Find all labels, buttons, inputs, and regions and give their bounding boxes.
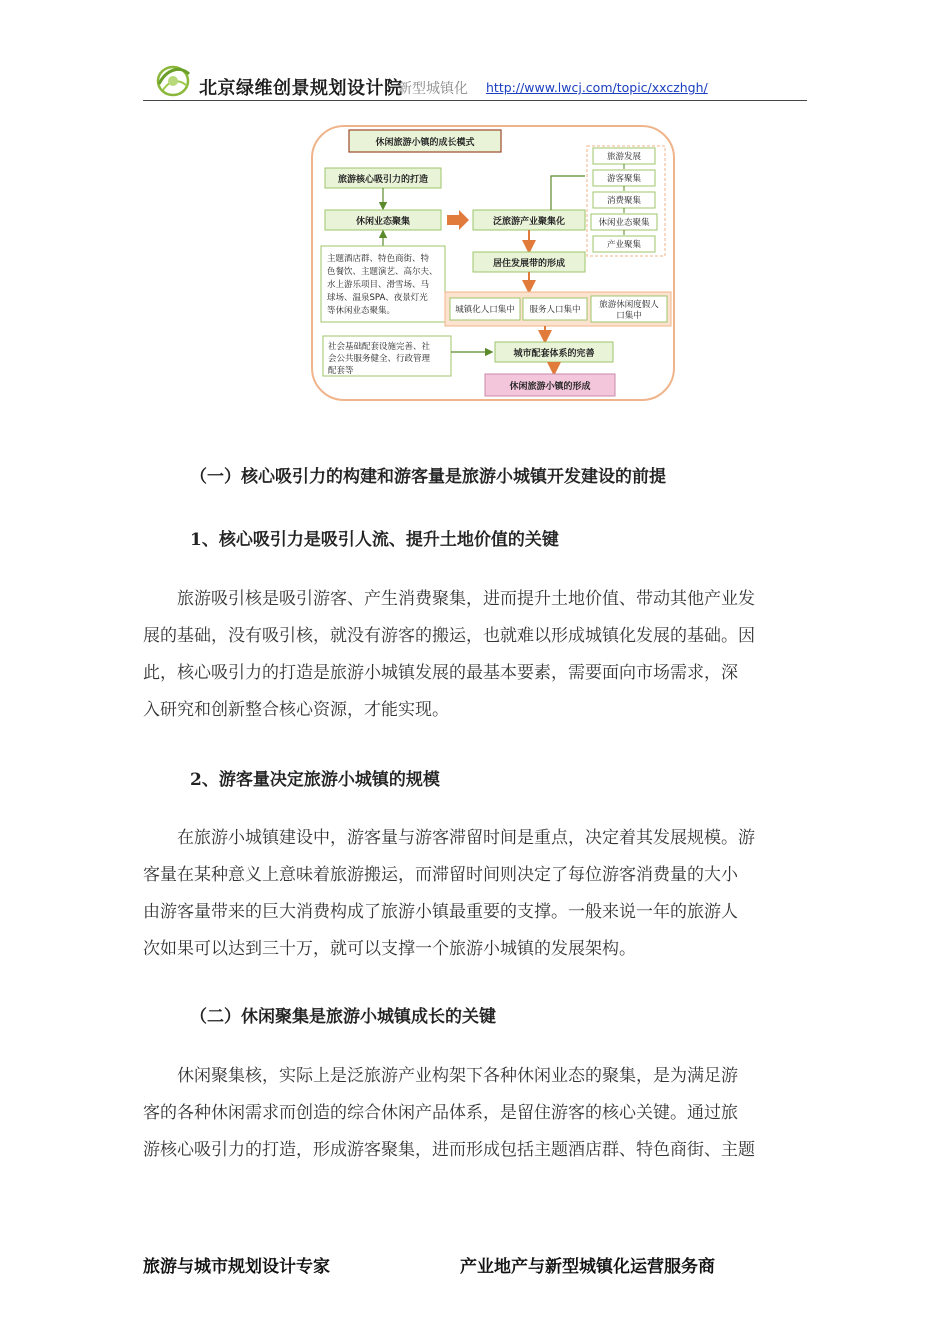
paragraph-line: 次如果可以达到三十万，就可以支撑一个旅游小城镇的发展架构。 — [143, 939, 636, 959]
node-formation: 休闲旅游小镇的形成 — [509, 382, 591, 392]
node-vacation-pop: 口集中 — [616, 311, 642, 321]
node-pan: 泛旅游产业聚集化 — [492, 217, 566, 227]
growth-model-diagram — [309, 122, 677, 404]
node-leisure: 休闲业态聚集 — [355, 217, 411, 227]
infra-detail-line: 配套等 — [328, 366, 354, 376]
paragraph-line: 展的基础，没有吸引核，就没有游客的搬运，也就难以形成城镇化发展的基础。因 — [143, 626, 755, 646]
paragraph-line: 在旅游小城镇建设中，游客量与游客滞留时间是重点，决定着其发展规模。游 — [177, 828, 755, 848]
infra-detail-line: 会公共服务健全、行政管理 — [328, 354, 431, 364]
paragraph-line: 客的各种休闲需求而创造的综合休闲产品体系，是留住游客的核心关键。通过旅 — [143, 1103, 738, 1123]
paragraph-line: 入研究和创新整合核心资源，才能实现。 — [143, 700, 449, 720]
list-item: 产业聚集 — [606, 240, 642, 250]
paragraph-1 — [143, 581, 807, 729]
node-urban-pop: 城镇化人口集中 — [455, 305, 515, 315]
footer-left-text: 旅游与城市规划设计专家 — [143, 1257, 330, 1277]
paragraph-2 — [143, 820, 807, 968]
header-link[interactable]: http://www.lwcj.com/topic/xxczhgh/ — [486, 80, 708, 95]
section-heading-1: （一）核心吸引力的构建和游客量是旅游小城镇开发建设的前提 — [190, 467, 666, 487]
list-item: 消费聚集 — [606, 196, 642, 206]
node-vacation-pop: 旅游休闲度假人 — [599, 300, 659, 310]
subheading-1-2: 2、游客量决定旅游小城镇的规模 — [190, 770, 440, 790]
diagram-title: 休闲旅游小镇的成长模式 — [375, 138, 475, 148]
leisure-detail-line: 主题酒店群、特色商街、特 — [327, 254, 430, 264]
paragraph-line: 游核心吸引力的打造，形成游客聚集，进而形成包括主题酒店群、特色商街、主题 — [143, 1140, 755, 1160]
infra-detail-line: 社会基础配套设施完善、社 — [328, 342, 431, 352]
paragraph-line: 由游客量带来的巨大消费构成了旅游小镇最重要的支撑。一般来说一年的旅游人 — [143, 902, 738, 922]
subheading-1-1: 1、核心吸引力是吸引人流、提升土地价值的关键 — [190, 530, 559, 550]
list-item: 旅游发展 — [606, 152, 642, 162]
section-heading-2: （二）休闲聚集是旅游小城镇成长的关键 — [190, 1007, 496, 1027]
leisure-detail-line: 球场、温泉SPA、夜景灯光 — [327, 293, 428, 303]
paragraph-line: 此，核心吸引力的打造是旅游小城镇发展的最基本要素，需要面向市场需求，深 — [143, 663, 738, 683]
node-core: 旅游核心吸引力的打造 — [337, 175, 429, 185]
node-urban-system: 城市配套体系的完善 — [513, 349, 595, 359]
paragraph-3 — [143, 1058, 807, 1169]
leisure-detail-line: 等休闲业态聚集。 — [327, 306, 396, 316]
header-divider — [143, 100, 807, 101]
list-item: 游客聚集 — [606, 174, 642, 184]
footer-right-text: 产业地产与新型城镇化运营服务商 — [460, 1257, 715, 1277]
node-belt: 居住发展带的形成 — [492, 259, 566, 269]
company-name: 北京绿维创景规划设计院 — [199, 78, 403, 99]
list-item: 休闲业态聚集 — [598, 218, 650, 228]
node-service-pop: 服务人口集中 — [529, 305, 581, 315]
paragraph-line: 休闲聚集核，实际上是泛旅游产业构架下各种休闲业态的聚集，是为满足游 — [177, 1066, 738, 1086]
paragraph-line: 客量在某种意义上意味着旅游搬运，而滞留时间则决定了每位游客消费量的大小 — [143, 865, 738, 885]
globe-logo-icon — [153, 62, 193, 98]
header-subtitle: 新型城镇化 — [398, 81, 468, 97]
paragraph-line: 旅游吸引核是吸引游客、产生消费聚集，进而提升土地价值、带动其他产业发 — [177, 589, 755, 609]
leisure-detail-line: 水上游乐项目、滑雪场、马 — [327, 280, 430, 290]
leisure-detail-line: 色餐饮、主题演艺、高尔夫、 — [327, 267, 438, 277]
